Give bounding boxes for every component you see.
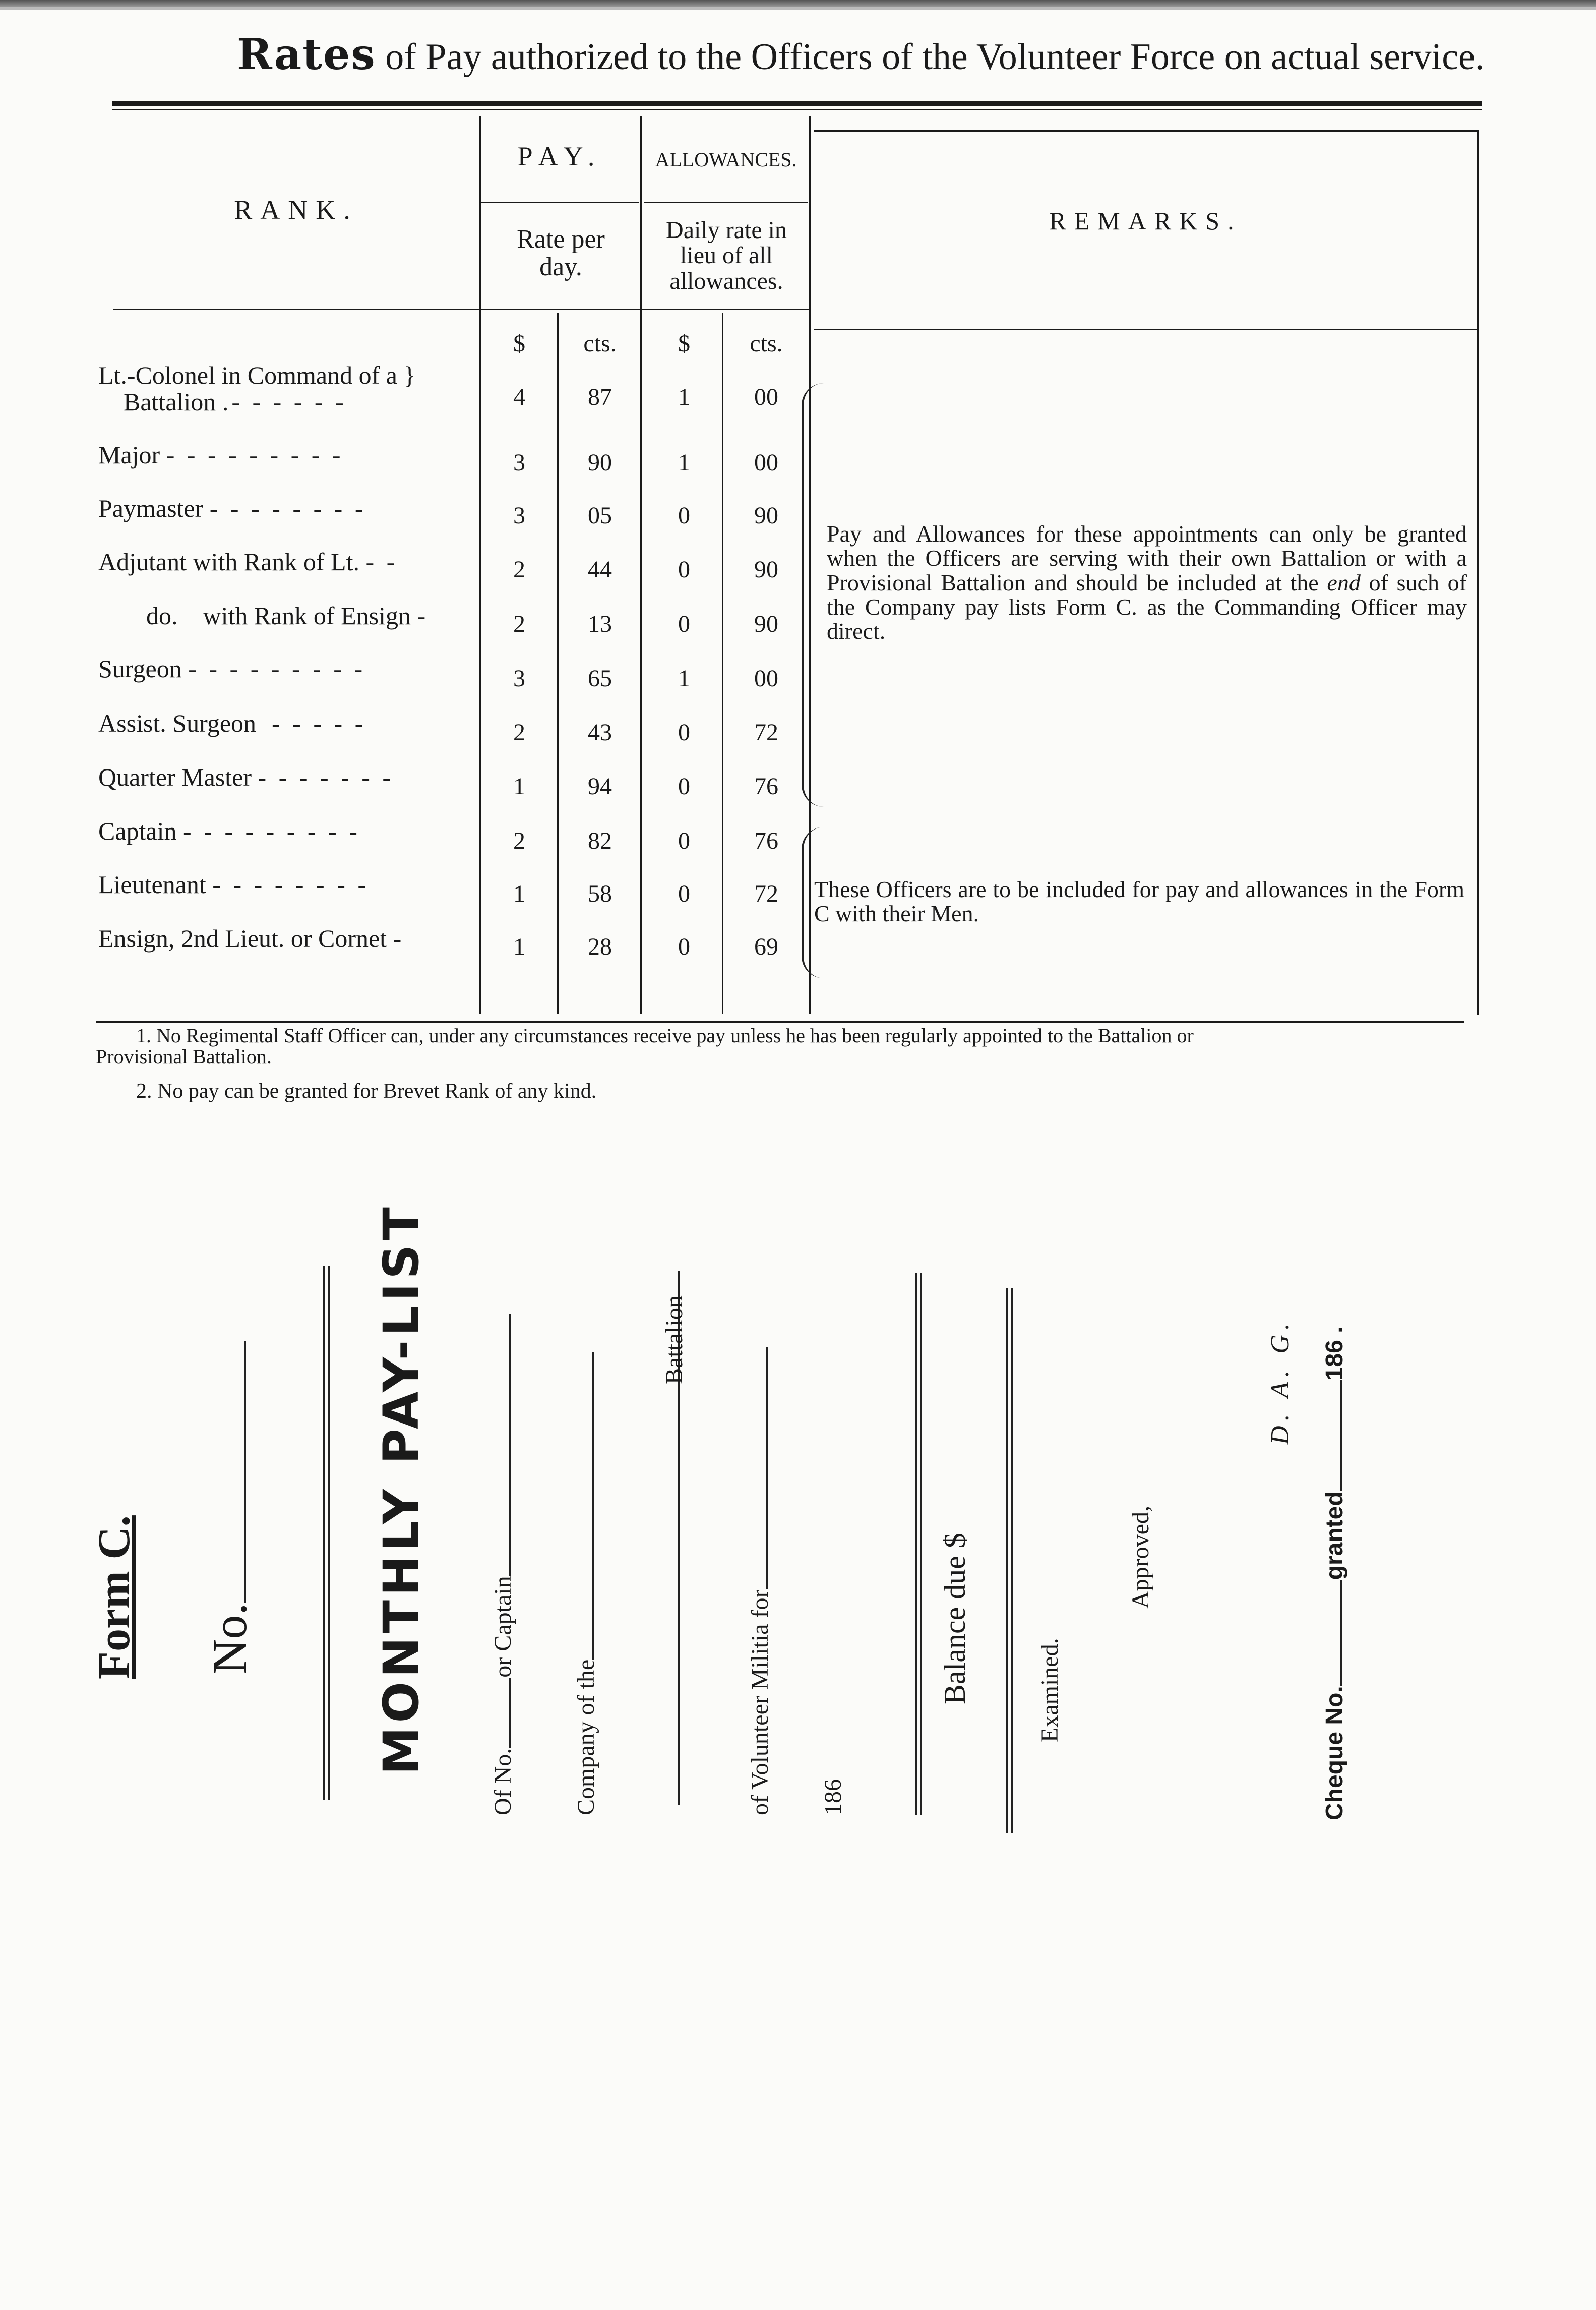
granted-year-label: 186 (1321, 1340, 1348, 1381)
allow-dollars: 0 (678, 773, 690, 800)
title-text: of Pay authorized to the Officers of the Volunteer Force on actual service. (385, 36, 1485, 78)
staff-remark (827, 522, 1467, 643)
examined-label: Examined. (1036, 1638, 1063, 1742)
pay-dollars: 2 (513, 827, 525, 854)
pay-dollar-header: $ (513, 330, 525, 357)
title-blackletter: Rates (237, 29, 376, 79)
allow-cents: 90 (754, 556, 778, 583)
allow-dollars: 0 (678, 933, 690, 960)
cheque-field: Cheque No.granted186 . (1321, 1326, 1348, 1820)
allow-sub-rule (644, 202, 808, 203)
header-bottom-rule-right (814, 329, 1477, 330)
no-label: No. (203, 1603, 257, 1674)
pay-dollars: 2 (513, 611, 525, 637)
pay-header: PAY. (517, 141, 603, 171)
rank-label: Paymaster (98, 494, 204, 522)
captain-blank[interactable] (509, 1314, 511, 1576)
rank-cell: Surgeon - - - - - - - - - (98, 655, 366, 683)
allow-dollar-header: $ (678, 330, 690, 357)
staff-remark-emphasis: end (1327, 569, 1361, 596)
rank-cell: Lieutenant - - - - - - - - (98, 870, 369, 899)
pay-dollars: 4 (513, 384, 525, 410)
rank-label: Assist. Surgeon (98, 709, 257, 737)
footnote-1-cont: Provisional Battalion. (96, 1045, 272, 1068)
pay-cents: 58 (588, 880, 612, 907)
form-c-label: Form C. (89, 1515, 139, 1679)
col-divider-rank (479, 116, 481, 1014)
rank-cell: Assist. Surgeon - - - - - (98, 709, 366, 737)
allow-dollars: 0 (678, 880, 690, 907)
divider-double-1 (323, 1266, 330, 1800)
pay-subheader: Rate per day. (517, 225, 605, 281)
allow-cents: 90 (754, 611, 778, 637)
approved-label: Approved, (1127, 1506, 1154, 1609)
granted-label: granted (1321, 1491, 1348, 1580)
rank-cell: Major - - - - - - - - - (98, 441, 344, 469)
battalion-label: Battalion (661, 1295, 688, 1384)
dag-label: D. A. G. (1266, 1318, 1295, 1445)
company-remark: These Officers are to be included for pay and allowances in the Form C with their Men. (814, 876, 1464, 927)
rank-cell: Ensign, 2nd Lieut. or Cornet - (98, 924, 405, 953)
rank-label: Adjutant with Rank of Lt. (98, 548, 359, 576)
rank-cell: Captain - - - - - - - - - (98, 817, 360, 845)
top-edge-shadow (0, 7, 1596, 10)
pay-cents: 65 (588, 665, 612, 692)
allowances-header: ALLOWANCES. (655, 148, 797, 171)
balance-due-label: Balance due $ (938, 1533, 971, 1704)
rank-label: Quarter Master (98, 763, 252, 791)
allow-dollars: 1 (678, 384, 690, 410)
allow-cents: 76 (754, 773, 778, 800)
staff-officers-brace (802, 383, 824, 807)
pay-cents: 90 (588, 449, 612, 476)
company-field (572, 1352, 600, 1815)
pay-cents: 05 (588, 502, 612, 529)
allow-cents: 00 (754, 384, 778, 410)
allow-subheader: Daily rate in lieu of all allowances. (666, 217, 787, 294)
rank-label: Major (98, 441, 160, 469)
rank-cell: Lt.-Colonel in Command of a } Battalion .- - - - - - (98, 361, 416, 416)
rank-label: Lieutenant (98, 870, 206, 899)
militia-blank[interactable] (766, 1348, 768, 1590)
divider-double-2 (915, 1273, 922, 1815)
company-label: Company of the (573, 1659, 599, 1815)
militia-field (746, 1348, 774, 1816)
militia-label: of Volunteer Militia for (747, 1589, 773, 1815)
cheque-no-label: Cheque No. (1321, 1686, 1348, 1820)
pay-cents: 94 (588, 773, 612, 800)
allow-cents: 00 (754, 449, 778, 476)
table-right-border (1477, 130, 1479, 1015)
col-divider-allow-dollar (722, 313, 723, 1014)
rank-line-2: Battalion (124, 387, 216, 416)
table-top-rule-thin (112, 109, 1482, 110)
pay-dollars: 1 (513, 933, 525, 960)
rank-label: Ensign, 2nd Lieut. or Cornet (98, 924, 387, 953)
pay-cents: 87 (588, 384, 612, 410)
remarks-top-rule (814, 130, 1477, 132)
rank-cell: do. with Rank of Ensign - (146, 602, 426, 630)
pay-cents: 82 (588, 827, 612, 854)
allow-dollars: 0 (678, 827, 690, 854)
staff-remark-text-2: of such of the Company pay lists Form C. as the Commanding Officer may direct. (827, 569, 1467, 644)
pay-dollars: 1 (513, 880, 525, 907)
year-label: 186 (820, 1779, 846, 1815)
allow-dollars: 0 (678, 611, 690, 637)
footnote-2: 2. No pay can be granted for Brevet Rank of any kind. (136, 1080, 597, 1103)
allow-dollars: 0 (678, 502, 690, 529)
of-no-field (489, 1314, 517, 1815)
or-captain-label: or Captain (489, 1576, 516, 1678)
pay-cents: 43 (588, 719, 612, 746)
allow-cents-header: cts. (750, 330, 783, 357)
footnote-1: 1. No Regimental Staff Officer can, under any circumstances receive pay unless he has been regularly appointed to the Battalion or (136, 1024, 1194, 1047)
pay-cents-header: cts. (583, 330, 617, 357)
top-edge-bar (0, 0, 1596, 7)
rank-label: do. with Rank of Ensign (146, 602, 411, 630)
monthly-pay-list-title: MONTHLY PAY-LIST (373, 1203, 429, 1775)
no-blank[interactable] (244, 1341, 246, 1603)
staff-remark-text: Pay and Allowances for these appointments can only be granted when the Officers are serving with their own Battalion or with a Provisional Battalion and should be included at the (827, 521, 1467, 596)
col-divider-pay (640, 116, 642, 1014)
company-blank[interactable] (592, 1352, 594, 1660)
allow-cents: 72 (754, 719, 778, 746)
of-no-blank[interactable] (509, 1678, 511, 1748)
pay-dollars: 2 (513, 556, 525, 583)
no-field (202, 1341, 258, 1674)
table-bottom-rule (96, 1021, 1464, 1023)
header-bottom-rule-left (113, 309, 810, 310)
rank-header: RANK. (234, 195, 358, 225)
remarks-header: REMARKS. (1049, 207, 1242, 235)
pay-cents: 44 (588, 556, 612, 583)
rank-cell: Quarter Master - - - - - - - (98, 763, 394, 791)
pay-cents: 28 (588, 933, 612, 960)
pay-dollars: 3 (513, 502, 525, 529)
rank-cell: Adjutant with Rank of Lt. - - (98, 548, 398, 576)
divider-double-3 (1006, 1288, 1013, 1833)
page-title (237, 29, 1485, 79)
rank-label: Captain (98, 817, 177, 845)
allow-cents: 90 (754, 502, 778, 529)
pay-dollars: 3 (513, 449, 525, 476)
allow-cents: 69 (754, 933, 778, 960)
allow-cents: 76 (754, 827, 778, 854)
allow-cents: 72 (754, 880, 778, 907)
table-top-rule (112, 101, 1482, 106)
pay-dollars: 3 (513, 665, 525, 692)
allow-dollars: 1 (678, 665, 690, 692)
col-divider-pay-dollar (557, 313, 559, 1014)
of-no-label: Of No. (489, 1748, 516, 1815)
granted-blank[interactable] (1340, 1380, 1342, 1491)
pay-dollars: 1 (513, 773, 525, 800)
rank-label: Surgeon (98, 655, 182, 683)
pay-cents: 13 (588, 611, 612, 637)
allow-cents: 00 (754, 665, 778, 692)
allow-dollars: 0 (678, 719, 690, 746)
pay-dollars: 2 (513, 719, 525, 746)
cheque-no-blank[interactable] (1340, 1580, 1342, 1686)
rank-cell: Paymaster - - - - - - - - (98, 494, 366, 522)
allow-dollars: 1 (678, 449, 690, 476)
rank-line-1: Lt.-Colonel in Command of a (98, 361, 397, 389)
allow-dollars: 0 (678, 556, 690, 583)
pay-sub-rule (481, 202, 639, 203)
